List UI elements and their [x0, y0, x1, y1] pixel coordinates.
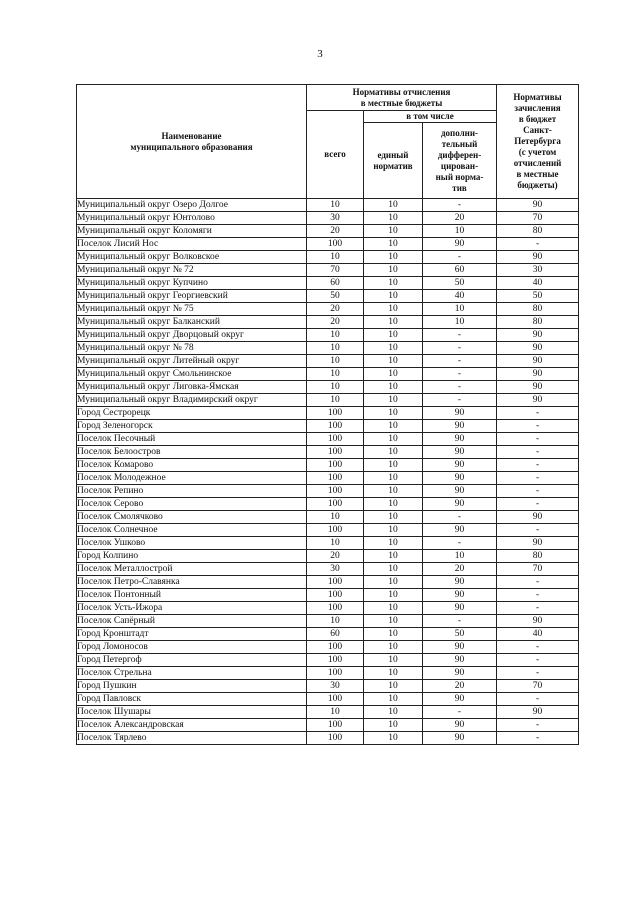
table-row [77, 238, 579, 251]
cell-additional: 90 [423, 732, 497, 745]
cell-name: Поселок Стрельна [77, 667, 307, 680]
cell-name: Муниципальный округ Владимирский округ [77, 394, 307, 407]
cell-spb: - [497, 719, 579, 732]
cell-spb: 80 [497, 316, 579, 329]
table-row [77, 381, 579, 394]
table-row [77, 368, 579, 381]
cell-spb: - [497, 641, 579, 654]
cell-total: 100 [307, 641, 364, 654]
cell-name: Город Кронштадт [77, 628, 307, 641]
cell-name: Город Сестрорецк [77, 407, 307, 420]
cell-name: Город Ломоносов [77, 641, 307, 654]
cell-single: 10 [364, 615, 423, 628]
cell-single: 10 [364, 706, 423, 719]
cell-total: 10 [307, 329, 364, 342]
cell-single: 10 [364, 537, 423, 550]
cell-additional: 90 [423, 654, 497, 667]
table-row [77, 303, 579, 316]
cell-name: Муниципальный округ Лиговка-Ямская [77, 381, 307, 394]
cell-additional: - [423, 368, 497, 381]
cell-name: Поселок Александровская [77, 719, 307, 732]
cell-spb: - [497, 576, 579, 589]
cell-name: Муниципальный округ Волковское [77, 251, 307, 264]
cell-single: 10 [364, 589, 423, 602]
cell-single: 10 [364, 732, 423, 745]
cell-additional: - [423, 615, 497, 628]
cell-additional: 20 [423, 212, 497, 225]
cell-name: Поселок Шушары [77, 706, 307, 719]
cell-additional: - [423, 329, 497, 342]
table-row [77, 394, 579, 407]
cell-additional: 90 [423, 498, 497, 511]
cell-total: 100 [307, 732, 364, 745]
cell-single: 10 [364, 680, 423, 693]
cell-single: 10 [364, 485, 423, 498]
cell-spb: 70 [497, 680, 579, 693]
table-row [77, 719, 579, 732]
cell-additional: 60 [423, 264, 497, 277]
cell-single: 10 [364, 524, 423, 537]
header-spb: Нормативы зачисления в бюджет Санкт- Петербурга (с учетом отчислений в местные бюджеты) [497, 85, 579, 199]
cell-name: Муниципальный округ Юнтолово [77, 212, 307, 225]
cell-name: Муниципальный округ Озеро Долгое [77, 199, 307, 212]
table-row [77, 667, 579, 680]
table-row [77, 524, 579, 537]
table-row [77, 706, 579, 719]
cell-name: Поселок Репино [77, 485, 307, 498]
cell-single: 10 [364, 719, 423, 732]
cell-total: 100 [307, 524, 364, 537]
table-row [77, 433, 579, 446]
cell-spb: 70 [497, 563, 579, 576]
table-row [77, 602, 579, 615]
cell-additional: 90 [423, 693, 497, 706]
cell-single: 10 [364, 277, 423, 290]
cell-additional: - [423, 355, 497, 368]
cell-additional: 20 [423, 563, 497, 576]
cell-additional: 90 [423, 459, 497, 472]
cell-additional: 50 [423, 277, 497, 290]
cell-total: 10 [307, 394, 364, 407]
cell-total: 100 [307, 485, 364, 498]
cell-spb: 50 [497, 290, 579, 303]
cell-name: Поселок Комарово [77, 459, 307, 472]
cell-spb: - [497, 693, 579, 706]
cell-additional: - [423, 251, 497, 264]
cell-name: Поселок Молодежное [77, 472, 307, 485]
cell-total: 10 [307, 706, 364, 719]
table-row [77, 732, 579, 745]
cell-spb: 80 [497, 550, 579, 563]
cell-spb: 90 [497, 706, 579, 719]
cell-total: 10 [307, 342, 364, 355]
cell-total: 10 [307, 511, 364, 524]
header-name: Наименование муниципального образования [77, 85, 307, 199]
cell-name: Поселок Тярлево [77, 732, 307, 745]
cell-single: 10 [364, 225, 423, 238]
cell-total: 10 [307, 199, 364, 212]
cell-spb: 40 [497, 277, 579, 290]
cell-name: Поселок Сапёрный [77, 615, 307, 628]
cell-name: Поселок Понтонный [77, 589, 307, 602]
table-row [77, 316, 579, 329]
cell-additional: 90 [423, 472, 497, 485]
cell-additional: 50 [423, 628, 497, 641]
cell-additional: - [423, 537, 497, 550]
table-row [77, 225, 579, 238]
cell-single: 10 [364, 641, 423, 654]
cell-single: 10 [364, 303, 423, 316]
cell-single: 10 [364, 212, 423, 225]
cell-name: Поселок Солнечное [77, 524, 307, 537]
cell-single: 10 [364, 199, 423, 212]
cell-total: 100 [307, 446, 364, 459]
cell-spb: - [497, 524, 579, 537]
cell-additional: - [423, 394, 497, 407]
cell-single: 10 [364, 446, 423, 459]
cell-name: Город Зеленогорск [77, 420, 307, 433]
cell-single: 10 [364, 563, 423, 576]
cell-spb: - [497, 433, 579, 446]
table-row [77, 329, 579, 342]
table-row [77, 212, 579, 225]
cell-name: Муниципальный округ № 72 [77, 264, 307, 277]
cell-single: 10 [364, 290, 423, 303]
header-single: единый норматив [364, 123, 423, 199]
cell-additional: 90 [423, 433, 497, 446]
table-row [77, 485, 579, 498]
cell-spb: 90 [497, 355, 579, 368]
cell-total: 20 [307, 303, 364, 316]
cell-total: 100 [307, 576, 364, 589]
cell-spb: - [497, 654, 579, 667]
cell-spb: - [497, 446, 579, 459]
cell-total: 10 [307, 251, 364, 264]
cell-name: Муниципальный округ Дворцовый округ [77, 329, 307, 342]
cell-total: 100 [307, 667, 364, 680]
cell-name: Поселок Ушково [77, 537, 307, 550]
cell-name: Поселок Серово [77, 498, 307, 511]
cell-name: Муниципальный округ № 75 [77, 303, 307, 316]
cell-name: Муниципальный округ Литейный округ [77, 355, 307, 368]
cell-additional: 90 [423, 238, 497, 251]
cell-name: Город Павловск [77, 693, 307, 706]
cell-spb: 80 [497, 225, 579, 238]
cell-total: 100 [307, 238, 364, 251]
table-row [77, 264, 579, 277]
cell-total: 20 [307, 225, 364, 238]
table-row [77, 550, 579, 563]
table-row [77, 446, 579, 459]
table-row [77, 680, 579, 693]
cell-name: Поселок Песочный [77, 433, 307, 446]
cell-single: 10 [364, 368, 423, 381]
cell-total: 60 [307, 628, 364, 641]
table-row [77, 628, 579, 641]
cell-single: 10 [364, 459, 423, 472]
cell-name: Муниципальный округ Балканский [77, 316, 307, 329]
cell-single: 10 [364, 381, 423, 394]
cell-total: 30 [307, 680, 364, 693]
table-row [77, 355, 579, 368]
table-row [77, 615, 579, 628]
cell-additional: 10 [423, 316, 497, 329]
table-row [77, 498, 579, 511]
cell-additional: 90 [423, 524, 497, 537]
cell-single: 10 [364, 316, 423, 329]
cell-spb: 80 [497, 303, 579, 316]
cell-additional: 10 [423, 303, 497, 316]
cell-single: 10 [364, 433, 423, 446]
cell-spb: 40 [497, 628, 579, 641]
header-norms-group: Нормативы отчисления в местные бюджеты [307, 85, 497, 111]
cell-single: 10 [364, 654, 423, 667]
cell-spb: 90 [497, 537, 579, 550]
cell-name: Муниципальный округ Смольнинское [77, 368, 307, 381]
cell-total: 100 [307, 498, 364, 511]
cell-name: Поселок Белоостров [77, 446, 307, 459]
table-row [77, 537, 579, 550]
cell-spb: 90 [497, 329, 579, 342]
table-row [77, 277, 579, 290]
cell-spb: 90 [497, 368, 579, 381]
table-row [77, 199, 579, 212]
cell-single: 10 [364, 355, 423, 368]
table-row [77, 407, 579, 420]
cell-spb: 90 [497, 381, 579, 394]
table-header [77, 85, 579, 199]
cell-single: 10 [364, 667, 423, 680]
cell-total: 30 [307, 563, 364, 576]
table-row [77, 472, 579, 485]
cell-name: Поселок Смолячково [77, 511, 307, 524]
cell-total: 20 [307, 550, 364, 563]
cell-total: 100 [307, 693, 364, 706]
header-including: в том числе [364, 111, 497, 123]
norms-table [76, 84, 579, 745]
cell-spb: 70 [497, 212, 579, 225]
cell-additional: 90 [423, 446, 497, 459]
cell-single: 10 [364, 602, 423, 615]
cell-spb: 90 [497, 342, 579, 355]
cell-additional: - [423, 511, 497, 524]
cell-single: 10 [364, 251, 423, 264]
table-row [77, 576, 579, 589]
cell-spb: - [497, 667, 579, 680]
cell-name: Муниципальный округ Георгиевский [77, 290, 307, 303]
cell-name: Город Петергоф [77, 654, 307, 667]
cell-additional: - [423, 706, 497, 719]
cell-total: 100 [307, 407, 364, 420]
cell-total: 100 [307, 420, 364, 433]
cell-total: 10 [307, 537, 364, 550]
cell-total: 20 [307, 316, 364, 329]
cell-additional: - [423, 381, 497, 394]
cell-spb: - [497, 420, 579, 433]
cell-spb: - [497, 472, 579, 485]
cell-additional: 90 [423, 420, 497, 433]
header-total: всего [307, 111, 364, 199]
cell-name: Муниципальный округ Купчино [77, 277, 307, 290]
cell-total: 100 [307, 472, 364, 485]
cell-additional: - [423, 342, 497, 355]
cell-additional: 90 [423, 485, 497, 498]
cell-spb: 90 [497, 199, 579, 212]
cell-single: 10 [364, 628, 423, 641]
cell-total: 50 [307, 290, 364, 303]
cell-spb: - [497, 602, 579, 615]
table-row [77, 290, 579, 303]
cell-total: 10 [307, 368, 364, 381]
cell-additional: 90 [423, 667, 497, 680]
cell-total: 10 [307, 381, 364, 394]
cell-name: Поселок Петро-Славянка [77, 576, 307, 589]
cell-single: 10 [364, 407, 423, 420]
cell-additional: 40 [423, 290, 497, 303]
cell-total: 60 [307, 277, 364, 290]
cell-spb: - [497, 238, 579, 251]
cell-single: 10 [364, 238, 423, 251]
cell-additional: 90 [423, 589, 497, 602]
cell-single: 10 [364, 394, 423, 407]
cell-additional: 90 [423, 641, 497, 654]
cell-single: 10 [364, 693, 423, 706]
header-additional: дополни- тельный дифферен- цирован- ный норма- тив [423, 123, 497, 199]
cell-additional: 10 [423, 225, 497, 238]
cell-single: 10 [364, 511, 423, 524]
cell-spb: 90 [497, 511, 579, 524]
cell-name: Муниципальный округ № 78 [77, 342, 307, 355]
cell-name: Поселок Усть-Ижора [77, 602, 307, 615]
cell-name: Поселок Лисий Нос [77, 238, 307, 251]
cell-total: 30 [307, 212, 364, 225]
cell-additional: 20 [423, 680, 497, 693]
table-row [77, 251, 579, 264]
cell-single: 10 [364, 264, 423, 277]
cell-name: Город Колпино [77, 550, 307, 563]
cell-additional: 90 [423, 576, 497, 589]
cell-total: 100 [307, 459, 364, 472]
cell-single: 10 [364, 420, 423, 433]
cell-total: 70 [307, 264, 364, 277]
table-row [77, 511, 579, 524]
cell-spb: - [497, 459, 579, 472]
table-row [77, 420, 579, 433]
cell-spb: - [497, 589, 579, 602]
cell-total: 100 [307, 719, 364, 732]
cell-total: 100 [307, 589, 364, 602]
cell-additional: 90 [423, 719, 497, 732]
table-row [77, 459, 579, 472]
cell-spb: - [497, 498, 579, 511]
table-row [77, 563, 579, 576]
cell-single: 10 [364, 329, 423, 342]
cell-spb: - [497, 485, 579, 498]
cell-total: 10 [307, 355, 364, 368]
cell-name: Поселок Металлострой [77, 563, 307, 576]
table-row [77, 641, 579, 654]
cell-additional: 90 [423, 407, 497, 420]
cell-additional: - [423, 199, 497, 212]
cell-spb: 90 [497, 615, 579, 628]
table-row [77, 342, 579, 355]
cell-spb: - [497, 407, 579, 420]
cell-name: Город Пушкин [77, 680, 307, 693]
table-row [77, 654, 579, 667]
cell-single: 10 [364, 342, 423, 355]
cell-total: 100 [307, 433, 364, 446]
cell-spb: 90 [497, 251, 579, 264]
cell-spb: - [497, 732, 579, 745]
cell-total: 100 [307, 602, 364, 615]
cell-single: 10 [364, 498, 423, 511]
cell-total: 10 [307, 615, 364, 628]
cell-name: Муниципальный округ Коломяги [77, 225, 307, 238]
table-row [77, 589, 579, 602]
cell-single: 10 [364, 550, 423, 563]
cell-spb: 90 [497, 394, 579, 407]
table-body [77, 199, 579, 745]
cell-spb: 30 [497, 264, 579, 277]
cell-additional: 10 [423, 550, 497, 563]
cell-additional: 90 [423, 602, 497, 615]
cell-single: 10 [364, 576, 423, 589]
table-row [77, 693, 579, 706]
page-number: 3 [317, 48, 323, 60]
cell-total: 100 [307, 654, 364, 667]
cell-single: 10 [364, 472, 423, 485]
